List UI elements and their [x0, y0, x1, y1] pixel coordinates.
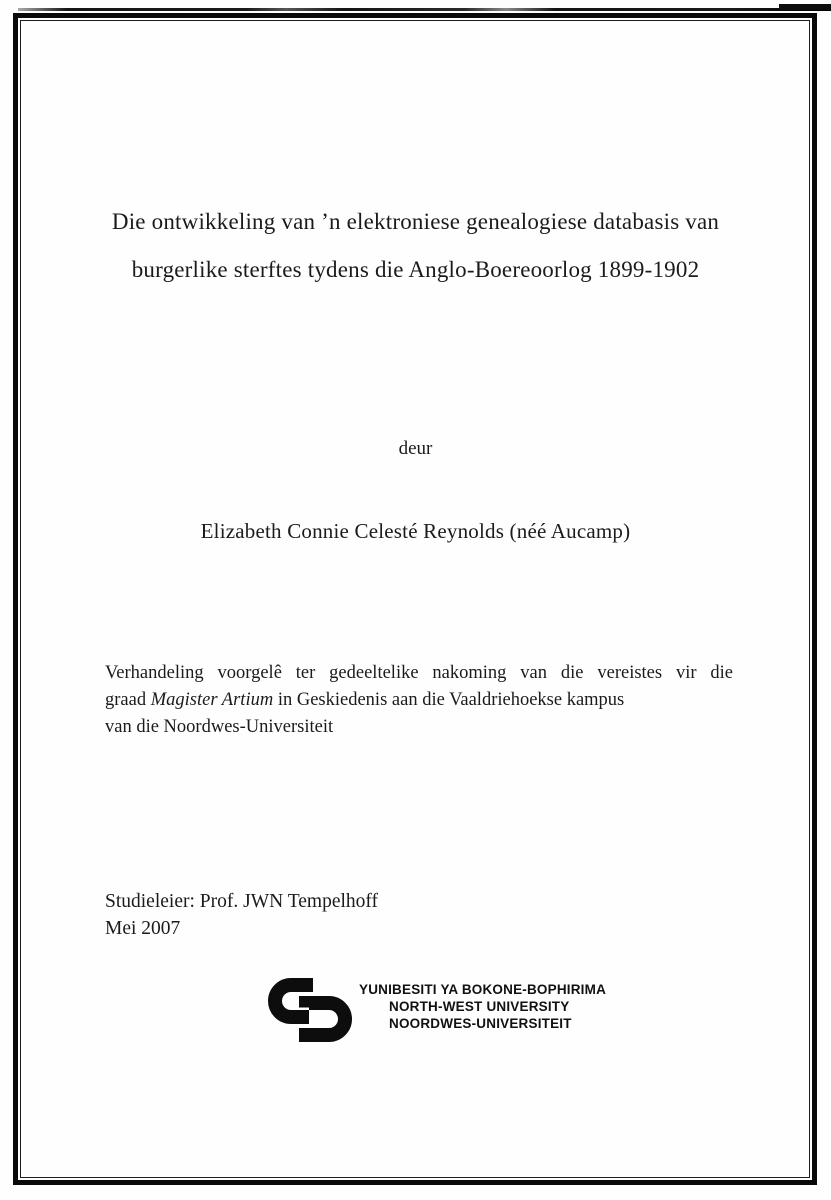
logo-text-english: NORTH-WEST UNIVERSITY: [389, 999, 570, 1014]
author-name: Elizabeth Connie Celesté Reynolds (néé Aucamp): [200, 519, 631, 543]
statement-line-3: van die Noordwes-Universiteit: [105, 717, 334, 737]
thesis-title-line-2: burgerlike sterftes tydens die Anglo-Boereoorlog 1899-1902: [131, 257, 700, 282]
scan-artifact-line: [18, 8, 831, 11]
university-logo: [263, 976, 606, 1044]
statement-line-2: [105, 687, 733, 714]
statement-line-2-suffix: in Geskiedenis aan die Vaaldriehoekse kampus: [273, 690, 625, 710]
supervisor-line: Studieleier: Prof. JWN Tempelhoff: [105, 891, 379, 912]
logo-text-afrikaans: NOORDWES-UNIVERSITEIT: [389, 1016, 572, 1031]
university-logo-text: [359, 976, 606, 1032]
supervisor-block: [105, 888, 378, 942]
thesis-statement: [105, 660, 733, 741]
logo-text-setswana: YUNIBESITI YA BOKONE-BOPHIRIMA: [359, 982, 607, 997]
statement-line-2-prefix: graad: [105, 690, 151, 710]
nwu-interlocking-links-icon: [263, 976, 357, 1044]
date-line: Mei 2007: [105, 918, 181, 939]
statement-line-1: Verhandeling voorgelê ter gedeeltelike nakoming van die vereistes vir die: [105, 663, 733, 683]
thesis-title-line-1: Die ontwikkeling van ’n elektroniese genealogiese databasis van: [111, 209, 720, 234]
thesis-title: [55, 198, 776, 294]
scan-artifact-corner: [779, 4, 831, 10]
degree-name: Magister Artium: [150, 690, 274, 710]
byline-deur: deur: [398, 438, 433, 459]
